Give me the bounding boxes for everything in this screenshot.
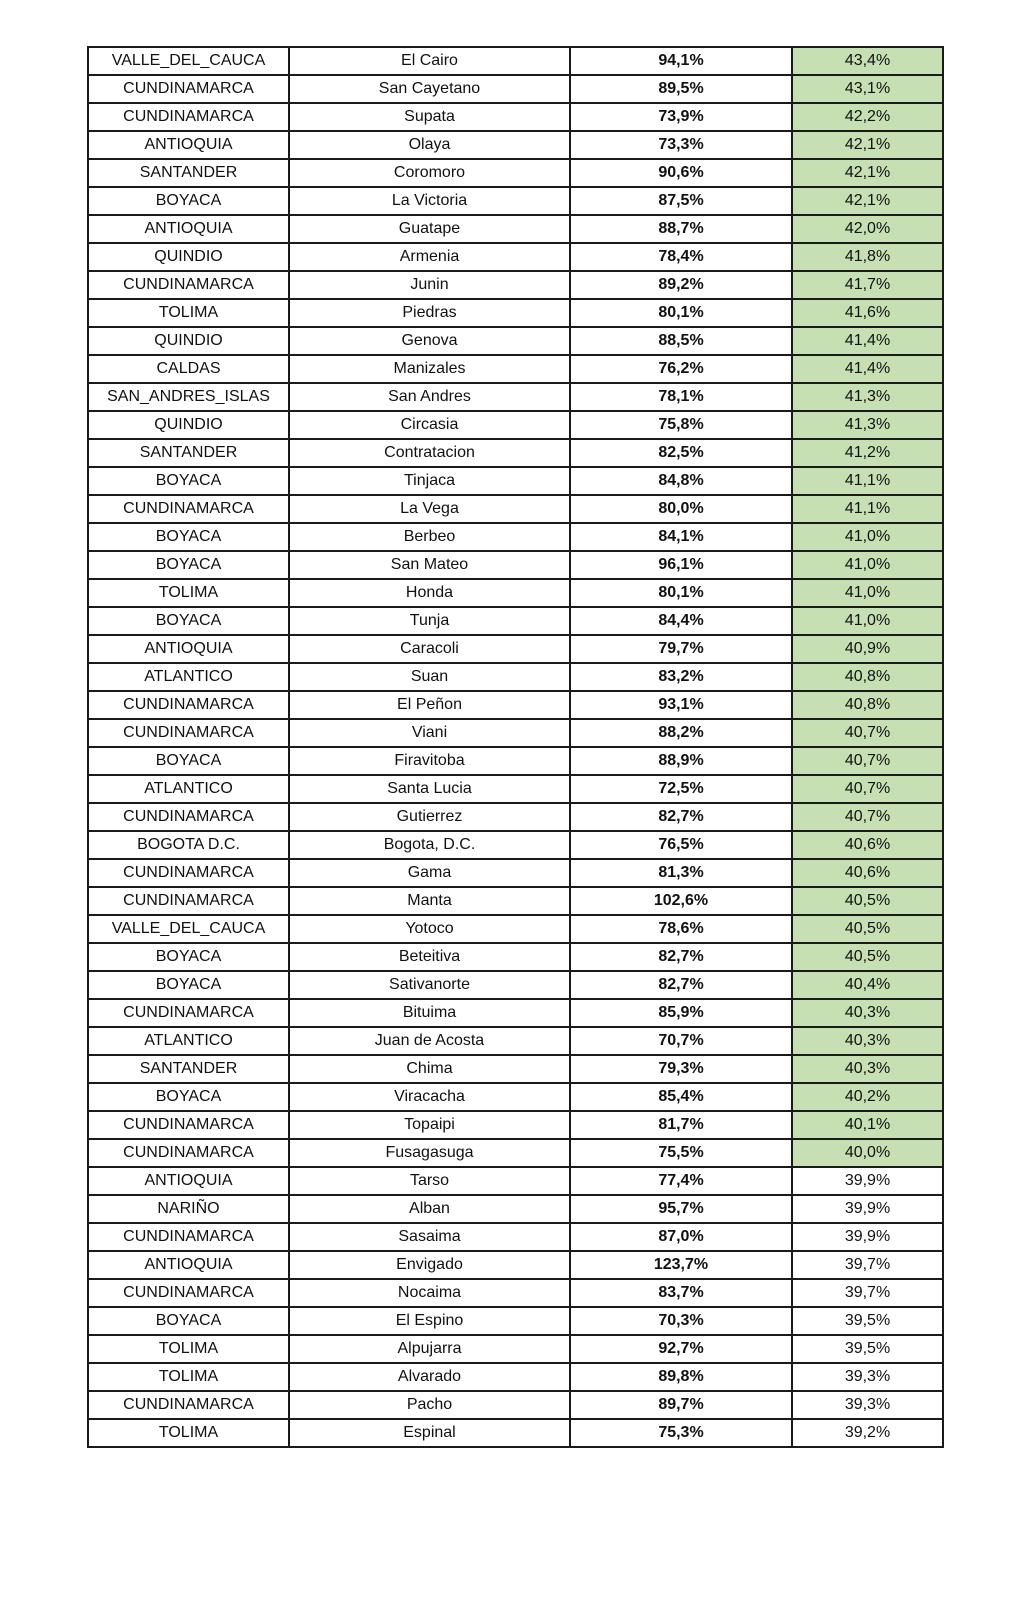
value-2-cell: 39,2%: [792, 1419, 943, 1447]
municipality-cell: Gama: [289, 859, 570, 887]
value-1-cell: 93,1%: [570, 691, 792, 719]
department-cell: BOYACA: [88, 943, 289, 971]
department-cell: CUNDINAMARCA: [88, 1279, 289, 1307]
department-cell: BOYACA: [88, 607, 289, 635]
municipality-cell: Yotoco: [289, 915, 570, 943]
municipality-cell: Caracoli: [289, 635, 570, 663]
table-row: [88, 859, 943, 887]
department-cell: TOLIMA: [88, 1419, 289, 1447]
department-cell: CUNDINAMARCA: [88, 803, 289, 831]
municipality-cell: Envigado: [289, 1251, 570, 1279]
department-cell: SAN_ANDRES_ISLAS: [88, 383, 289, 411]
table-row: [88, 47, 943, 75]
municipality-cell: Alpujarra: [289, 1335, 570, 1363]
table-row: [88, 691, 943, 719]
value-2-cell: 40,4%: [792, 971, 943, 999]
value-2-cell: 41,7%: [792, 271, 943, 299]
table-row: [88, 1111, 943, 1139]
municipality-cell: Viracacha: [289, 1083, 570, 1111]
department-cell: CUNDINAMARCA: [88, 103, 289, 131]
value-2-cell: 39,5%: [792, 1307, 943, 1335]
department-cell: BOYACA: [88, 971, 289, 999]
municipality-cell: Guatape: [289, 215, 570, 243]
department-cell: CUNDINAMARCA: [88, 887, 289, 915]
value-2-cell: 41,4%: [792, 327, 943, 355]
table-row: [88, 803, 943, 831]
value-2-cell: 41,6%: [792, 299, 943, 327]
municipality-cell: Contratacion: [289, 439, 570, 467]
municipality-cell: El Peñon: [289, 691, 570, 719]
municipality-cell: Chima: [289, 1055, 570, 1083]
table-row: [88, 1391, 943, 1419]
value-2-cell: 42,2%: [792, 103, 943, 131]
value-1-cell: 80,0%: [570, 495, 792, 523]
table-row: [88, 1139, 943, 1167]
value-1-cell: 80,1%: [570, 579, 792, 607]
value-2-cell: 40,9%: [792, 635, 943, 663]
department-cell: BOYACA: [88, 1083, 289, 1111]
department-cell: ANTIOQUIA: [88, 215, 289, 243]
value-2-cell: 41,4%: [792, 355, 943, 383]
table-row: [88, 215, 943, 243]
value-1-cell: 89,5%: [570, 75, 792, 103]
table-row: [88, 159, 943, 187]
value-1-cell: 82,7%: [570, 943, 792, 971]
value-1-cell: 79,7%: [570, 635, 792, 663]
value-1-cell: 88,7%: [570, 215, 792, 243]
value-2-cell: 39,3%: [792, 1363, 943, 1391]
value-2-cell: 40,8%: [792, 663, 943, 691]
department-cell: CUNDINAMARCA: [88, 495, 289, 523]
value-2-cell: 39,7%: [792, 1251, 943, 1279]
municipality-cell: Tarso: [289, 1167, 570, 1195]
department-cell: TOLIMA: [88, 1335, 289, 1363]
value-1-cell: 75,3%: [570, 1419, 792, 1447]
value-1-cell: 89,7%: [570, 1391, 792, 1419]
value-1-cell: 84,1%: [570, 523, 792, 551]
municipality-cell: Fusagasuga: [289, 1139, 570, 1167]
value-1-cell: 89,2%: [570, 271, 792, 299]
table-row: [88, 971, 943, 999]
value-1-cell: 81,7%: [570, 1111, 792, 1139]
municipality-cell: San Mateo: [289, 551, 570, 579]
value-1-cell: 76,2%: [570, 355, 792, 383]
department-cell: ANTIOQUIA: [88, 131, 289, 159]
value-2-cell: 41,3%: [792, 411, 943, 439]
municipality-cell: Bogota, D.C.: [289, 831, 570, 859]
value-1-cell: 82,7%: [570, 803, 792, 831]
value-2-cell: 42,1%: [792, 187, 943, 215]
municipality-cell: Bituima: [289, 999, 570, 1027]
value-2-cell: 41,0%: [792, 607, 943, 635]
value-2-cell: 43,4%: [792, 47, 943, 75]
department-cell: TOLIMA: [88, 1363, 289, 1391]
department-cell: QUINDIO: [88, 327, 289, 355]
municipality-cell: Tinjaca: [289, 467, 570, 495]
department-cell: TOLIMA: [88, 579, 289, 607]
value-1-cell: 82,5%: [570, 439, 792, 467]
value-2-cell: 40,3%: [792, 999, 943, 1027]
municipality-cell: Manizales: [289, 355, 570, 383]
table-row: [88, 999, 943, 1027]
municipality-cell: Nocaima: [289, 1279, 570, 1307]
table-row: [88, 1195, 943, 1223]
department-cell: CUNDINAMARCA: [88, 999, 289, 1027]
municipality-cell: Coromoro: [289, 159, 570, 187]
department-cell: BOYACA: [88, 187, 289, 215]
department-cell: ANTIOQUIA: [88, 1251, 289, 1279]
value-2-cell: 39,9%: [792, 1223, 943, 1251]
department-cell: CUNDINAMARCA: [88, 1223, 289, 1251]
department-cell: ANTIOQUIA: [88, 635, 289, 663]
table-row: [88, 103, 943, 131]
value-2-cell: 40,3%: [792, 1027, 943, 1055]
value-2-cell: 42,1%: [792, 159, 943, 187]
municipality-cell: Tunja: [289, 607, 570, 635]
table-row: [88, 299, 943, 327]
municipality-cell: Berbeo: [289, 523, 570, 551]
department-cell: CUNDINAMARCA: [88, 859, 289, 887]
municipality-cell: Piedras: [289, 299, 570, 327]
municipality-cell: San Cayetano: [289, 75, 570, 103]
table-row: [88, 131, 943, 159]
table-row: [88, 1419, 943, 1447]
municipality-cell: Pacho: [289, 1391, 570, 1419]
table-row: [88, 1027, 943, 1055]
value-1-cell: 84,4%: [570, 607, 792, 635]
table-row: [88, 1335, 943, 1363]
table-row: [88, 327, 943, 355]
department-cell: CUNDINAMARCA: [88, 1391, 289, 1419]
table-row: [88, 831, 943, 859]
table-row: [88, 439, 943, 467]
table-row: [88, 1363, 943, 1391]
municipality-cell: Topaipi: [289, 1111, 570, 1139]
department-cell: ATLANTICO: [88, 663, 289, 691]
value-2-cell: 40,6%: [792, 831, 943, 859]
value-2-cell: 41,3%: [792, 383, 943, 411]
table-row: [88, 1279, 943, 1307]
value-1-cell: 72,5%: [570, 775, 792, 803]
municipality-cell: Manta: [289, 887, 570, 915]
municipality-cell: Santa Lucia: [289, 775, 570, 803]
value-1-cell: 88,5%: [570, 327, 792, 355]
department-cell: BOYACA: [88, 467, 289, 495]
value-2-cell: 41,0%: [792, 579, 943, 607]
municipality-cell: El Cairo: [289, 47, 570, 75]
department-cell: SANTANDER: [88, 1055, 289, 1083]
value-2-cell: 40,7%: [792, 719, 943, 747]
department-cell: CUNDINAMARCA: [88, 691, 289, 719]
table-row: [88, 635, 943, 663]
value-1-cell: 85,4%: [570, 1083, 792, 1111]
value-2-cell: 41,0%: [792, 551, 943, 579]
table-row: [88, 663, 943, 691]
department-cell: BOYACA: [88, 523, 289, 551]
department-cell: NARIÑO: [88, 1195, 289, 1223]
table-row: [88, 1167, 943, 1195]
municipality-cell: Alban: [289, 1195, 570, 1223]
table-row: [88, 187, 943, 215]
municipality-cell: Beteitiva: [289, 943, 570, 971]
value-1-cell: 79,3%: [570, 1055, 792, 1083]
municipality-cell: Juan de Acosta: [289, 1027, 570, 1055]
value-1-cell: 84,8%: [570, 467, 792, 495]
table-row: [88, 607, 943, 635]
municipality-cell: Gutierrez: [289, 803, 570, 831]
department-cell: ATLANTICO: [88, 775, 289, 803]
value-1-cell: 75,5%: [570, 1139, 792, 1167]
municipality-cell: Viani: [289, 719, 570, 747]
department-cell: BOYACA: [88, 747, 289, 775]
table-row: [88, 383, 943, 411]
value-2-cell: 40,2%: [792, 1083, 943, 1111]
value-2-cell: 40,5%: [792, 887, 943, 915]
table-row: [88, 719, 943, 747]
department-cell: ANTIOQUIA: [88, 1167, 289, 1195]
department-cell: SANTANDER: [88, 439, 289, 467]
department-cell: SANTANDER: [88, 159, 289, 187]
municipality-cell: La Vega: [289, 495, 570, 523]
value-2-cell: 40,1%: [792, 1111, 943, 1139]
department-cell: ATLANTICO: [88, 1027, 289, 1055]
table-row: [88, 579, 943, 607]
department-cell: BOYACA: [88, 551, 289, 579]
table-row: [88, 551, 943, 579]
department-cell: CUNDINAMARCA: [88, 271, 289, 299]
value-2-cell: 41,0%: [792, 523, 943, 551]
value-1-cell: 92,7%: [570, 1335, 792, 1363]
municipality-cell: Circasia: [289, 411, 570, 439]
value-1-cell: 80,1%: [570, 299, 792, 327]
value-2-cell: 41,1%: [792, 467, 943, 495]
value-2-cell: 39,5%: [792, 1335, 943, 1363]
department-cell: BOGOTA D.C.: [88, 831, 289, 859]
value-1-cell: 90,6%: [570, 159, 792, 187]
department-cell: CUNDINAMARCA: [88, 1111, 289, 1139]
table-row: [88, 523, 943, 551]
municipality-cell: Firavitoba: [289, 747, 570, 775]
value-1-cell: 95,7%: [570, 1195, 792, 1223]
municipality-cell: San Andres: [289, 383, 570, 411]
value-1-cell: 75,8%: [570, 411, 792, 439]
value-1-cell: 78,6%: [570, 915, 792, 943]
value-1-cell: 81,3%: [570, 859, 792, 887]
value-2-cell: 40,6%: [792, 859, 943, 887]
value-2-cell: 43,1%: [792, 75, 943, 103]
table-row: [88, 271, 943, 299]
municipality-cell: Supata: [289, 103, 570, 131]
department-cell: QUINDIO: [88, 243, 289, 271]
value-1-cell: 96,1%: [570, 551, 792, 579]
value-2-cell: 39,3%: [792, 1391, 943, 1419]
value-2-cell: 39,9%: [792, 1167, 943, 1195]
table-row: [88, 75, 943, 103]
table-row: [88, 467, 943, 495]
value-2-cell: 39,7%: [792, 1279, 943, 1307]
value-1-cell: 70,7%: [570, 1027, 792, 1055]
table-row: [88, 243, 943, 271]
table-row: [88, 1083, 943, 1111]
department-cell: CUNDINAMARCA: [88, 75, 289, 103]
table-row: [88, 1223, 943, 1251]
value-2-cell: 40,5%: [792, 915, 943, 943]
value-2-cell: 40,7%: [792, 775, 943, 803]
value-2-cell: 42,0%: [792, 215, 943, 243]
table-row: [88, 1055, 943, 1083]
department-cell: BOYACA: [88, 1307, 289, 1335]
value-1-cell: 77,4%: [570, 1167, 792, 1195]
value-2-cell: 40,5%: [792, 943, 943, 971]
municipality-cell: Armenia: [289, 243, 570, 271]
municipality-cell: Suan: [289, 663, 570, 691]
value-1-cell: 82,7%: [570, 971, 792, 999]
department-cell: CUNDINAMARCA: [88, 719, 289, 747]
value-1-cell: 83,7%: [570, 1279, 792, 1307]
department-cell: VALLE_DEL_CAUCA: [88, 47, 289, 75]
table-row: [88, 1251, 943, 1279]
table-row: [88, 887, 943, 915]
table-row: [88, 411, 943, 439]
table-row: [88, 915, 943, 943]
table-row: [88, 495, 943, 523]
table-row: [88, 1307, 943, 1335]
table-row: [88, 943, 943, 971]
value-1-cell: 73,9%: [570, 103, 792, 131]
value-1-cell: 83,2%: [570, 663, 792, 691]
value-1-cell: 78,4%: [570, 243, 792, 271]
data-table: [87, 46, 944, 1448]
value-2-cell: 39,9%: [792, 1195, 943, 1223]
value-2-cell: 42,1%: [792, 131, 943, 159]
value-1-cell: 123,7%: [570, 1251, 792, 1279]
value-1-cell: 73,3%: [570, 131, 792, 159]
department-cell: CUNDINAMARCA: [88, 1139, 289, 1167]
department-cell: QUINDIO: [88, 411, 289, 439]
table-body: [88, 47, 943, 1447]
department-cell: TOLIMA: [88, 299, 289, 327]
value-2-cell: 41,1%: [792, 495, 943, 523]
municipality-cell: Sativanorte: [289, 971, 570, 999]
value-1-cell: 76,5%: [570, 831, 792, 859]
value-2-cell: 40,7%: [792, 747, 943, 775]
municipality-cell: La Victoria: [289, 187, 570, 215]
value-1-cell: 87,0%: [570, 1223, 792, 1251]
department-cell: CALDAS: [88, 355, 289, 383]
value-2-cell: 40,3%: [792, 1055, 943, 1083]
table-row: [88, 355, 943, 383]
value-1-cell: 85,9%: [570, 999, 792, 1027]
value-1-cell: 88,9%: [570, 747, 792, 775]
municipality-cell: Genova: [289, 327, 570, 355]
department-cell: VALLE_DEL_CAUCA: [88, 915, 289, 943]
municipality-cell: El Espino: [289, 1307, 570, 1335]
value-1-cell: 102,6%: [570, 887, 792, 915]
value-1-cell: 87,5%: [570, 187, 792, 215]
value-1-cell: 78,1%: [570, 383, 792, 411]
value-1-cell: 88,2%: [570, 719, 792, 747]
value-2-cell: 40,0%: [792, 1139, 943, 1167]
municipality-cell: Junin: [289, 271, 570, 299]
value-1-cell: 94,1%: [570, 47, 792, 75]
municipality-cell: Alvarado: [289, 1363, 570, 1391]
table-row: [88, 747, 943, 775]
value-2-cell: 40,8%: [792, 691, 943, 719]
table-row: [88, 775, 943, 803]
municipality-cell: Sasaima: [289, 1223, 570, 1251]
value-2-cell: 41,2%: [792, 439, 943, 467]
municipality-cell: Honda: [289, 579, 570, 607]
value-2-cell: 41,8%: [792, 243, 943, 271]
municipality-cell: Olaya: [289, 131, 570, 159]
municipality-cell: Espinal: [289, 1419, 570, 1447]
value-1-cell: 70,3%: [570, 1307, 792, 1335]
value-2-cell: 40,7%: [792, 803, 943, 831]
value-1-cell: 89,8%: [570, 1363, 792, 1391]
